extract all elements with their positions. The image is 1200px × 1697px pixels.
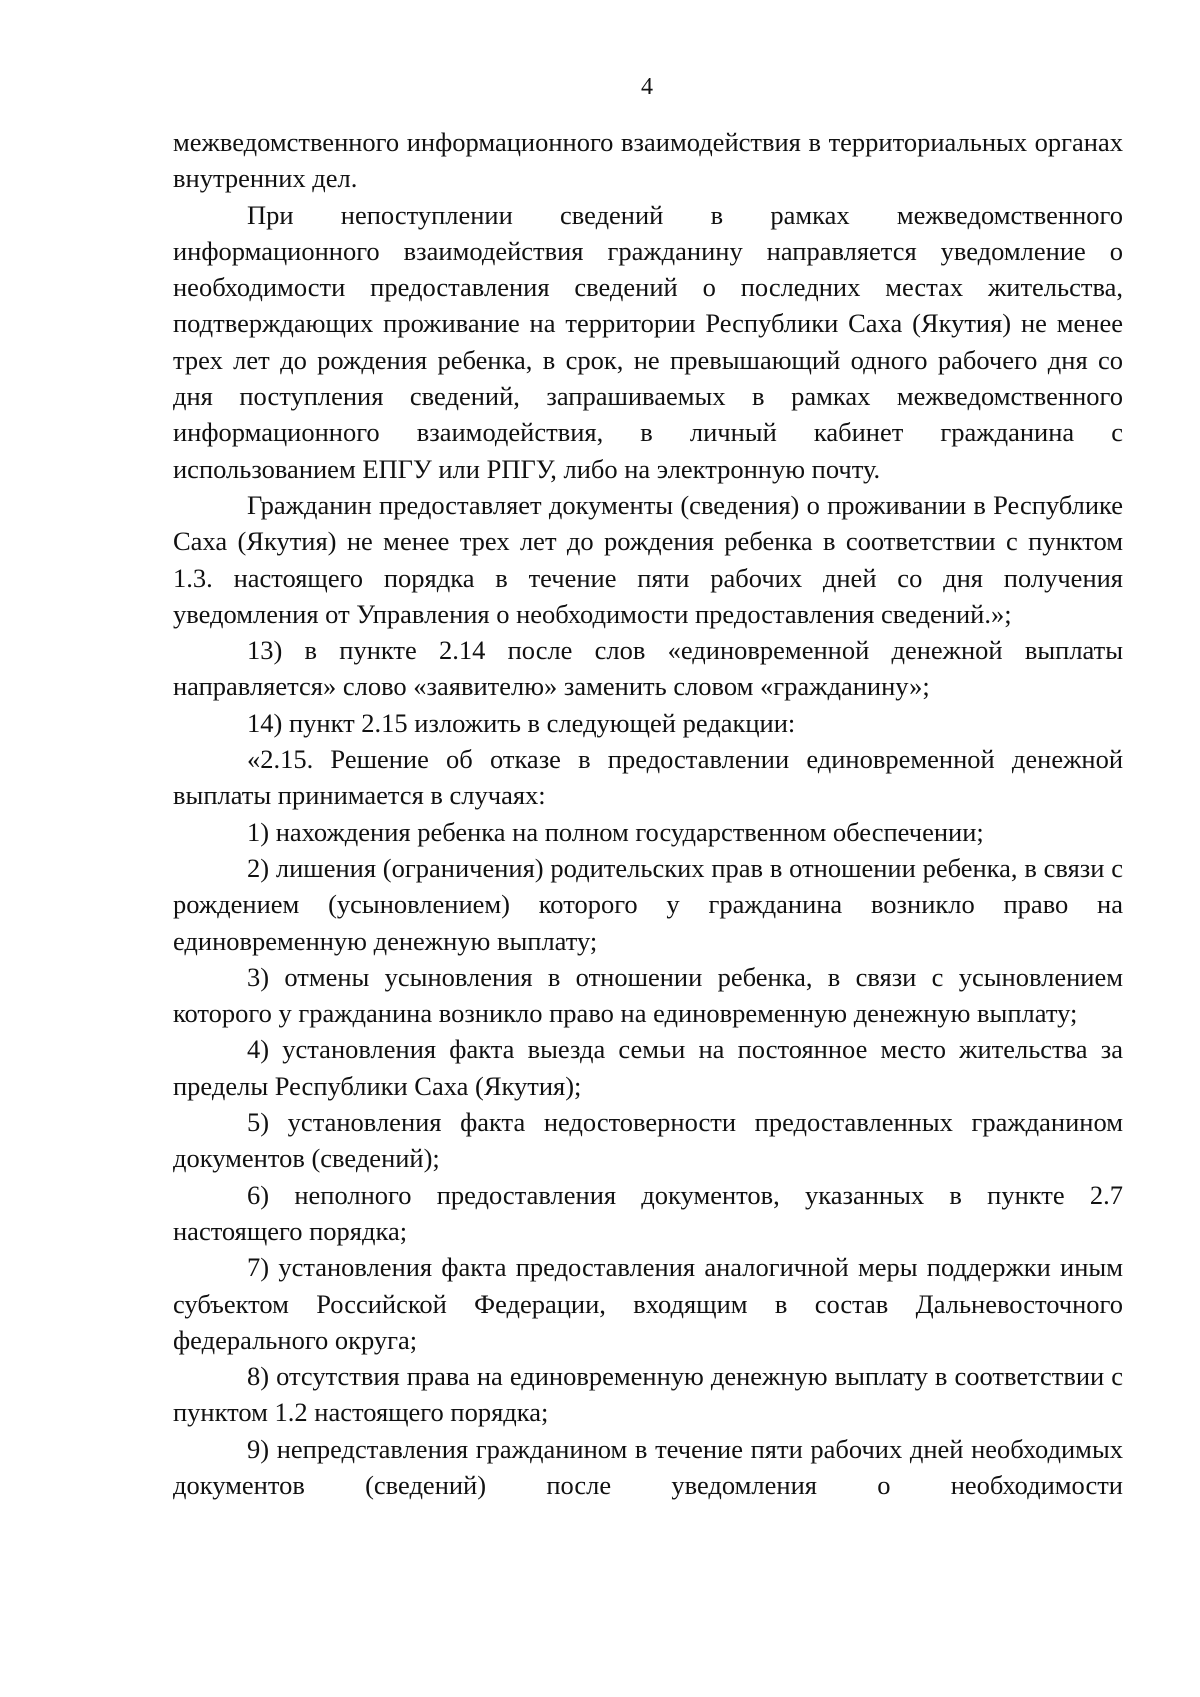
paragraph: При непоступлении сведений в рамках межведомственного информационного взаимодействия гражданину направляется уведомление о необходимости предоставления сведений о последних местах жительства, подтверждающих проживание на территории Республики Саха (Якутия) не менее трех лет до рождения ребенка, в срок, не превышающий одного рабочего дня со дня поступления сведений, запрашиваемых в рамках межведомственного информационного взаимодействия, в личный кабинет гражданина с использованием ЕПГУ или РПГУ, либо на электронную почту.	[173, 199, 1123, 484]
list-item: 5) установления факта недостоверности предоставленных гражданином документов (сведений);	[173, 1107, 1123, 1174]
paragraph: межведомственного информационного взаимодействия в территориальных органах внутренних дел.	[173, 127, 1123, 194]
list-item: 4) установления факта выезда семьи на постоянное место жительства за пределы Республики Саха (Якутия);	[173, 1034, 1123, 1101]
list-item: 8) отсутствия права на единовременную денежную выплату в соответствии с пунктом 1.2 настоящего порядка;	[173, 1361, 1123, 1428]
list-item: 9) непредставления гражданином в течение пяти рабочих дней необходимых документов (сведений) после уведомления о необходимости	[173, 1433, 1123, 1500]
list-item: 3) отмены усыновления в отношении ребенка, в связи с усыновлением которого у гражданина возникло право на единовременную денежную выплату;	[173, 961, 1123, 1029]
page-number: 4	[641, 74, 653, 100]
paragraph: 14) пункт 2.15 изложить в следующей редакции:	[247, 707, 796, 738]
paragraph: «2.15. Решение об отказе в предоставлении единовременной денежной выплаты принимается в случаях:	[173, 744, 1123, 811]
paragraph: Гражданин предоставляет документы (сведения) о проживании в Республике Саха (Якутия) не менее трех лет до рождения ребенка в соответствии с пунктом 1.3. настоящего порядка в течение пяти рабочих дней со дня получения уведомления от Управления о необходимости предоставления сведений.»;	[173, 489, 1123, 629]
paragraph: 13) в пункте 2.14 после слов «единовременной денежной выплаты направляется» слово «заявителю» заменить словом «гражданину»;	[173, 635, 1123, 702]
document-body	[173, 124, 1123, 1503]
list-item: 1) нахождения ребенка на полном государственном обеспечении;	[247, 816, 984, 847]
list-item: 2) лишения (ограничения) родительских прав в отношении ребенка, в связи с рождением (усыновлением) которого у гражданина возникло право на единовременную денежную выплату;	[173, 852, 1123, 956]
list-item: 6) неполного предоставления документов, указанных в пункте 2.7 настоящего порядка;	[173, 1179, 1123, 1246]
list-item: 7) установления факта предоставления аналогичной меры поддержки иным субъектом Российской Федерации, входящим в состав Дальневосточного федерального округа;	[173, 1252, 1123, 1355]
